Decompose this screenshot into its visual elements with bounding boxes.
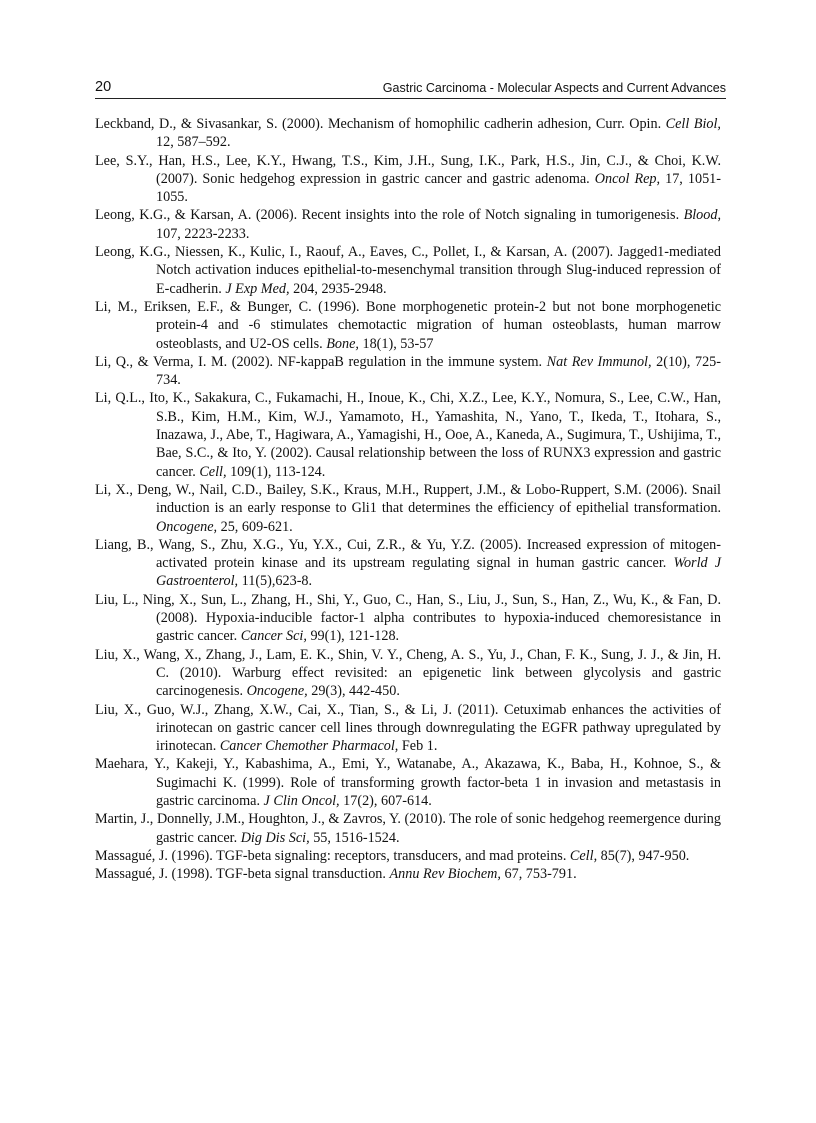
- running-title: Gastric Carcinoma - Molecular Aspects and Current Advances: [382, 81, 726, 95]
- reference-item: Lee, S.Y., Han, H.S., Lee, K.Y., Hwang, T.S., Kim, J.H., Sung, I.K., Park, H.S., Jin, C.J., & Choi, K.W. (2007). Sonic hedgehog expression in gastric cancer and gastric adenoma. Oncol Rep, 17, 1051-1055.: [95, 152, 721, 206]
- reference-item: Leong, K.G., & Karsan, A. (2006). Recent insights into the role of Notch signaling in tumorigenesis. Blood, 107, 2223-2233.: [95, 207, 721, 242]
- reference-item: Massagué, J. (1998). TGF-beta signal transduction. Annu Rev Biochem, 67, 753-791.: [95, 866, 577, 883]
- reference-item: Liang, B., Wang, S., Zhu, X.G., Yu, Y.X., Cui, Z.R., & Yu, Y.Z. (2005). Increased expression of mitogen-activated protein kinase and its upstream regulating signal in human gastric cancer. World J Gastroenterol, 11(5),623-8.: [95, 536, 722, 590]
- reference-item: Li, Q., & Verma, I. M. (2002). NF-kappaB regulation in the immune system. Nat Rev Immunol, 2(10), 725-734.: [95, 353, 721, 389]
- reference-item: Maehara, Y., Kakeji, Y., Kabashima, A., Emi, Y., Watanabe, A., Akazawa, K., Baba, H., Kohnoe, S., & Sugimachi K. (1999). Role of transforming growth factor-beta 1 in invasion and metastasis in gastric carcinoma. J Clin Oncol, 17(2), 607-614.: [95, 756, 721, 809]
- page-header: [95, 78, 726, 99]
- reference-item: Li, X., Deng, W., Nail, C.D., Bailey, S.K., Kraus, M.H., Ruppert, J.M., & Lobo-Ruppert, S.M. (2006). Snail induction is an early response to Gli1 that determines the efficiency of epithelial transformation. Oncogene, 25, 609-621.: [95, 481, 721, 535]
- reference-item: Li, Q.L., Ito, K., Sakakura, C., Fukamachi, H., Inoue, K., Chi, X.Z., Lee, K.Y., Nomura, S., Lee, C.W., Han, S.B., Kim, H.M., Kim, W.J., Yamamoto, H., Yamashita, N., Yano, T., Ikeda, T., Itohara, S., Inazawa, J., Abe, T., Hagiwara, A., Yamagishi, H., Ooe, A., Kaneda, A., Sugimura, T., Ushijima, T., Bae, S.C., & Ito, Y. (2002). Causal relationship between the loss of RUNX3 expression and gastric cancer. Cell, 109(1), 113-124.: [95, 390, 721, 480]
- reference-item: Liu, X., Guo, W.J., Zhang, X.W., Cai, X., Tian, S., & Li, J. (2011). Cetuximab enhances the activities of irinotecan on gastric cancer cell lines through downregulating the EGFR pathway upregulated by irinotecan. Cancer Chemother Pharmacol, Feb 1.: [95, 701, 721, 755]
- reference-item: Leckband, D., & Sivasankar, S. (2000). Mechanism of homophilic cadherin adhesion, Curr. Opin. Cell Biol, 12, 587–592.: [95, 116, 721, 151]
- reference-item: Liu, X., Wang, X., Zhang, J., Lam, E. K., Shin, V. Y., Cheng, A. S., Yu, J., Chan, F. K., Sung, J. J., & Jin, H. C. (2010). Warburg effect revisited: an epigenetic link between glycolysis and gastric carcinogenesis. Oncogene, 29(3), 442-450.: [95, 646, 721, 700]
- reference-item: Liu, L., Ning, X., Sun, L., Zhang, H., Shi, Y., Guo, C., Han, S., Liu, J., Sun, S., Han, Z., Wu, K., & Fan, D. (2008). Hypoxia-inducible factor-1 alpha contributes to hypoxia-induced chemoresistance in gastric cancer. Cancer Sci, 99(1), 121-128.: [95, 591, 721, 645]
- reference-item: Massagué, J. (1996). TGF-beta signaling: receptors, transducers, and mad proteins. Cell, 85(7), 947-950.: [95, 847, 690, 864]
- reference-item: Leong, K.G., Niessen, K., Kulic, I., Raouf, A., Eaves, C., Pollet, I., & Karsan, A. (2007). Jagged1-mediated Notch activation induces epithelial-to-mesenchymal transition through Slug-induced repression of E-cadherin. J Exp Med, 204, 2935-2948.: [95, 244, 721, 297]
- page-number: 20: [95, 79, 112, 95]
- reference-item: Li, M., Eriksen, E.F., & Bunger, C. (1996). Bone morphogenetic protein-2 but not bone morphogenetic protein-4 and -6 stimulates chemotactic migration of human osteoblasts, human marrow osteoblasts, and U2-OS cells. Bone, 18(1), 53-57: [95, 298, 721, 352]
- reference-list: [95, 115, 721, 883]
- reference-item: Martin, J., Donnelly, J.M., Houghton, J., & Zavros, Y. (2010). The role of sonic hedgehog reemergence during gastric cancer. Dig Dis Sci, 55, 1516-1524.: [95, 811, 721, 846]
